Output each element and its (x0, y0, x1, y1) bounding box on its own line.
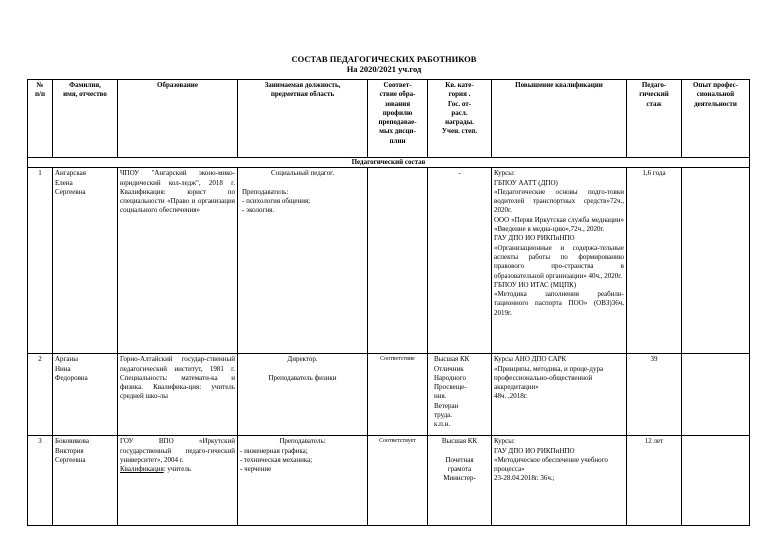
row-name: Ангарская Елена Сергеевна (53, 168, 118, 354)
row-ped-exp: 1,6 года (627, 168, 682, 354)
table-row (28, 168, 750, 354)
row-category: - (428, 168, 492, 354)
row-ped-exp: 39 (627, 354, 682, 436)
header-prof-exp: Опыт профес- сиональной деятельности (682, 80, 750, 158)
row-num: 2 (28, 354, 53, 436)
row-position (238, 354, 368, 436)
row-position-body: Преподаватель: - психология общения; - экология. (242, 187, 311, 215)
row-correspondence: Соответствие (368, 354, 428, 436)
row-prof-exp (682, 168, 750, 354)
row-education: Горно-Алтайский государ-ственный педагогический институт, 1981 г. Специальность: математи-ка и физика. Квалифика-ция: учитель средней шко-лы (118, 354, 238, 436)
staff-table (27, 79, 750, 526)
table-row (28, 436, 750, 526)
header-education: Образование (118, 80, 238, 158)
row-position-title: Директор. (287, 355, 318, 364)
row-category: Высшая КК Отличник Народного Просвеще- ния. Ветеран труда. к.п.н. (428, 354, 492, 436)
row-prof-exp (682, 436, 750, 526)
row-training: Курсы: ГАУ ДПО ИО РИКПиНПО «Методическое обеспечение учебного процесса» 23-28.04.2018г. 36ч.; (492, 436, 627, 526)
row-education-qual-rest: : учитель (163, 465, 192, 474)
table-row (28, 354, 750, 436)
row-num: 1 (28, 168, 53, 354)
row-education-text: ГОУ ВПО «Иркутский государственный педаго-гический университет», 2004 г. (120, 437, 235, 464)
row-training: Курсы: ГБПОУ ААТТ (ДПО) «Педагогические основы подго-товки водителей транспортных средств»72ч., 2020г. ООО «Перяя Иркутская служба медиации» «Введение в медиа-цию»,72ч., 2020г. ГАУ ДПО ИО РИКПиНПО «Организационные и содержа-тельные аспекты работы по формированию правового про-странства в образовательной организации» 40ч., 2020г. ГБПОУ ИО ИТАС (МЦПК) «Методика заполнения реабили-тационного паспорта ПОО» (ОВЗ)36ч, 2019г. (492, 168, 627, 354)
section-title: Педагогический состав (28, 158, 750, 168)
row-education (118, 436, 238, 526)
row-position-title: Социальный педагог. (271, 169, 334, 178)
header-num: № п/п (28, 80, 53, 158)
row-training: Курсы АНО ДПО САРК «Принципы, методика, и проце-дура профессионально-общественной аккредитации» 48ч. ,2018г. (492, 354, 627, 436)
header-correspondence: Соответ- ствие обра- зования профилю преподавае- мых дисци- плин (368, 80, 428, 158)
header-row (28, 80, 750, 158)
row-position (238, 168, 368, 354)
page-title: СОСТАВ ПЕДАГОГИЧЕСКИХ РАБОТНИКОВ (291, 54, 477, 64)
row-category: Высшая КК Почетная грамота Министер- (428, 436, 492, 526)
row-position-title: Преподаватель: (279, 437, 326, 446)
row-ped-exp: 12 лет (627, 436, 682, 526)
row-name: Боковикова Виктория Сергеевна (53, 436, 118, 526)
header-name: Фамилия, имя, отчество (53, 80, 118, 158)
row-name: Арганы Нина Федоровна (53, 354, 118, 436)
page-subtitle: На 2020/2021 уч.год (346, 64, 422, 74)
row-position-body: - инженерная графика; - техническая механика; - черчение (240, 446, 313, 474)
section-row (28, 158, 750, 168)
header-ped-exp: Педаго- гический стаж (627, 80, 682, 158)
row-correspondence (368, 168, 428, 354)
row-education-qual-label: Квалификация (120, 465, 164, 474)
row-prof-exp (682, 354, 750, 436)
header-position: Занимаемая должность, предметная область (238, 80, 368, 158)
header-category: Кв. кате- гория . Гос. от- расл. награды. Учен. степ. (428, 80, 492, 158)
row-num: 3 (28, 436, 53, 526)
row-education: ЧПОУ "Ангарский эконо-мико-юридический кол-ледж", 2018 г. Квалификация: юрист по специальности «Право и организация социального обеспечения» (118, 168, 238, 354)
header-training: Повышение квалификации (492, 80, 627, 158)
row-correspondence: Соответствует (368, 436, 428, 526)
row-position (238, 436, 368, 526)
row-position-body: Преподаватель физики (268, 373, 337, 382)
